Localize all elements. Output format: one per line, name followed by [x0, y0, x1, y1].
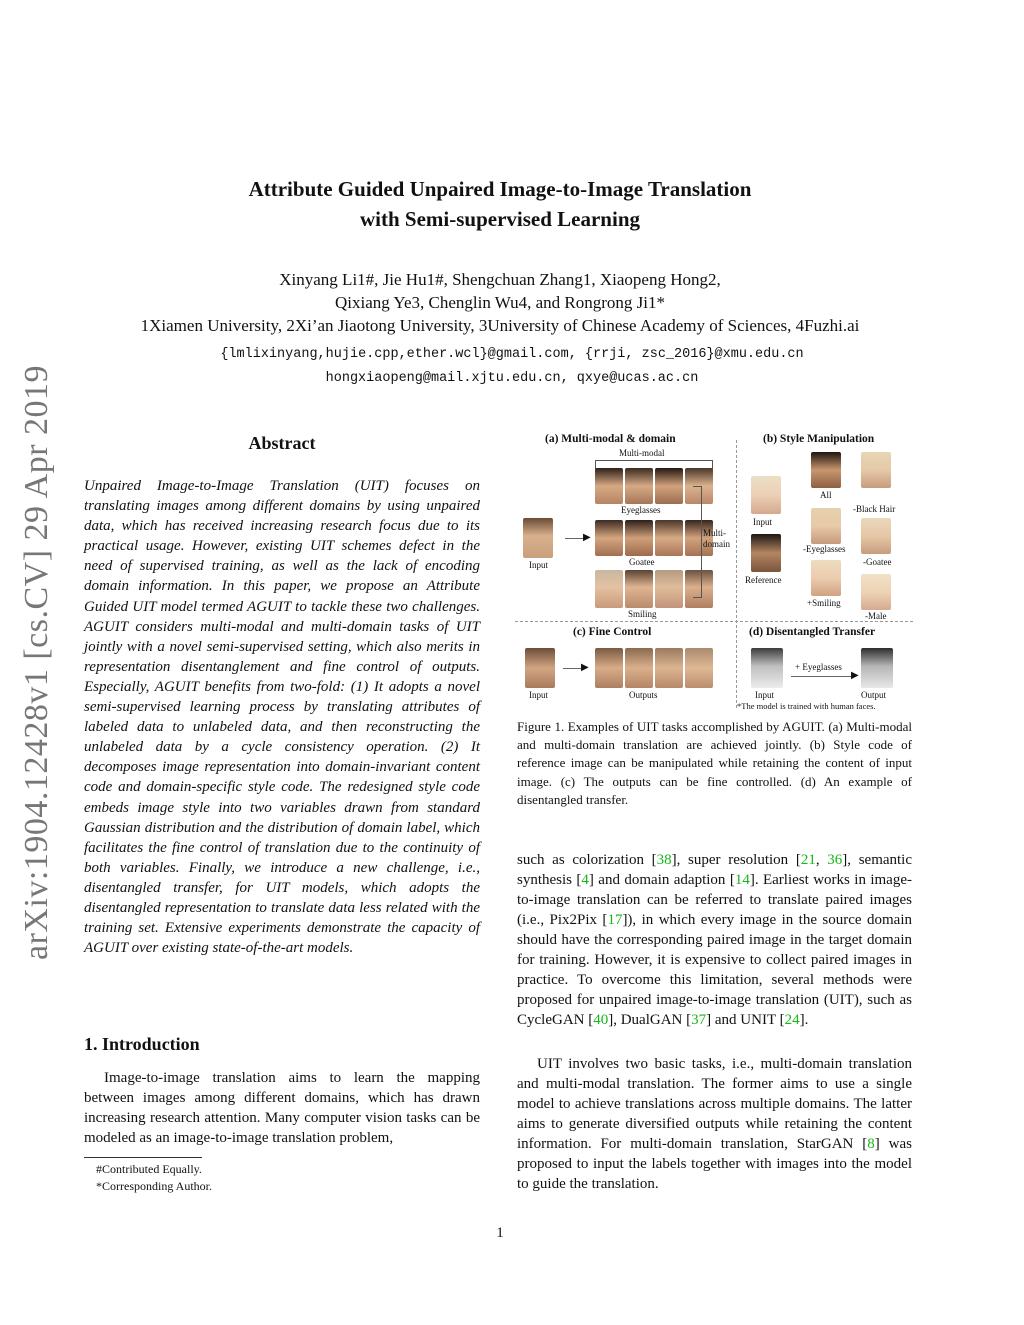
footnote-2: *Corresponding Author. [96, 1179, 212, 1193]
input-label-a: Input [529, 560, 548, 570]
emails-line-2[interactable]: hongxiaopeng@mail.xjtu.edu.cn, qxye@ucas.ac.cn [325, 371, 699, 386]
paper-title [0, 174, 1000, 234]
eyeglasses-face-1 [595, 468, 623, 504]
panel-a-label: (a) Multi-modal & domain [545, 433, 676, 445]
intro-heading: 1. Introduction [84, 1034, 200, 1054]
text-run: ], super resolution [ [671, 852, 801, 868]
text-run: ]. Earliest works in image-to-image translation can be referred to translate paired images (i.e., Pix2Pix [ [517, 872, 912, 928]
minus-goatee-label: -Goatee [863, 557, 892, 567]
authors-line-2: Qixiang Ye3, Chenglin Wu4, and Rongrong Ji1* [334, 293, 666, 312]
footnote-rule [84, 1157, 202, 1158]
husky-input-image [751, 648, 783, 688]
smiling-face-1 [595, 570, 623, 608]
goatee-label: Goatee [629, 557, 655, 567]
minus-eyeglasses-face [811, 508, 841, 544]
arrow-c-head: ▶ [581, 662, 589, 673]
intro-text: Image-to-image translation aims to learn the mapping between images among different domains, which has drawn increasing research attention. Many computer vision tasks can be modeled as an image-to-image translation problem, [84, 1070, 480, 1146]
citation-link[interactable]: 40 [593, 1012, 609, 1028]
citation-link[interactable]: 4 [581, 872, 589, 888]
citation-link[interactable]: 36 [827, 852, 843, 868]
style-input-face [751, 476, 781, 514]
abstract-heading: Abstract [248, 433, 316, 453]
title-line-2: with Semi-supervised Learning [359, 207, 640, 231]
panel-d-label: (d) Disentangled Transfer [749, 626, 876, 638]
emails-block [0, 343, 1024, 391]
text-run: ]. [799, 1012, 809, 1028]
arrow-a-head: ▶ [583, 532, 591, 543]
minus-male-face [861, 574, 891, 610]
eyeglasses-face-3 [655, 468, 683, 504]
model-note: *The model is trained with human faces. [737, 701, 876, 711]
smiling-label: Smiling [628, 609, 657, 619]
fine-control-input-face [525, 648, 555, 688]
multi-domain-label: Multi- domain [703, 528, 730, 549]
goatee-face-3 [655, 520, 683, 556]
text-run: UIT involves two basic tasks, i.e., multi-domain translation and multi-modal translation. The former aims to use a single model to achieve translations across multiple domains. The latter aims to generate diversified outputs while retaining the content information. For multi-domain translation, StarGAN [ [517, 1056, 912, 1152]
smiling-face-3 [655, 570, 683, 608]
plus-smiling-face [811, 560, 841, 596]
citation-link[interactable]: 21 [800, 852, 816, 868]
input-label-b: Input [753, 517, 772, 527]
black-hair-face [861, 452, 891, 488]
reference-label: Reference [745, 575, 782, 585]
arrow-d [791, 676, 855, 677]
text-run: ]), in which every image in the source domain should have the corresponding paired image in the target domain for training. However, it is expensive to collect paired images in practice. To overcome this limitation, several methods were proposed for unpaired image-to-image translation (UIT), such as CycleGAN [ [517, 912, 912, 1028]
minus-goatee-face [861, 518, 891, 554]
arrow-d-head: ▶ [851, 670, 859, 681]
black-hair-label: -Black Hair [853, 504, 896, 514]
all-label: All [820, 490, 832, 500]
input-label-d: Input [755, 690, 774, 700]
citation-link[interactable]: 38 [656, 852, 672, 868]
figure-caption: Figure 1. Examples of UIT tasks accomplished by AGUIT. (a) Multi-modal and multi-domain translation are achieved jointly. (b) Style code of reference image can be manipulated while retaining the content of input image. (c) The outputs can be fine controlled. (d) An example of disentangled transfer. [517, 719, 912, 807]
output-face-1 [595, 648, 623, 688]
outputs-label: Outputs [629, 690, 658, 700]
text-run: ] was proposed to input the labels together with images into the model to guide the translation. [517, 1136, 912, 1192]
citation-link[interactable]: 37 [691, 1012, 707, 1028]
input-label-c: Input [529, 690, 548, 700]
figure-1 [515, 428, 913, 716]
text-run: ], semantic synthesis [ [517, 852, 913, 888]
affiliations: 1Xiamen University, 2Xi’an Jiaotong University, 3University of Chinese Academy of Sciences, 4Fuzhi.ai [140, 316, 860, 335]
page-number: 1 [496, 1225, 504, 1241]
minus-eyeglasses-label: -Eyeglasses [803, 544, 846, 554]
husky-output-image [861, 648, 893, 688]
smiling-face-2 [625, 570, 653, 608]
output-face-3 [655, 648, 683, 688]
abstract-text: Unpaired Image-to-Image Translation (UIT) focuses on translating images among different domains by using unpaired data, which has received increasing research focus due to its practical usage. However, existing UIT schemes defect in the need of supervised training, as well as the lack of encoding domain information. In this paper, we propose an Attribute Guided UIT model termed AGUIT to tackle these two challenges. AGUIT considers multi-modal and multi-domain tasks of UIT jointly with a novel semi-supervised setting, which also merits in representation disentanglement and fine control of outputs. Especially, AGUIT benefits from two-fold: (1) It adopts a novel semi-supervised learning process by translating attributes of labeled data to unlabeled data, and then reconstructing the unlabeled data by a cycle consistency operation. (2) It decomposes image representation into domain-invariant content code and domain-specific style code. The redesigned style code embeds image style into two variables drawn from standard Gaussian distribution and the distribution of domain label, which facilitates the fine control of translation due to the continuity of both variables. Finally, we introduce a new challenge, i.e., disentangled transfer, for UIT models, which adopts the disentangled representation to translate data less related with the training set. Extensive experiments demonstrate the capacity of AGUIT over existing state-of-the-art models. [84, 478, 480, 957]
text-run: , [815, 852, 828, 868]
col2-paragraph-2 [517, 1054, 912, 1194]
output-face-4 [685, 648, 713, 688]
reference-face [751, 534, 781, 572]
panel-b-label: (b) Style Manipulation [763, 433, 875, 445]
panel-c-label: (c) Fine Control [573, 626, 652, 638]
multi-modal-label: Multi-modal [619, 448, 665, 458]
eyeglasses-face-2 [625, 468, 653, 504]
citation-link[interactable]: 24 [784, 1012, 800, 1028]
authors-block [0, 268, 1000, 337]
figure-divider-horizontal [515, 621, 913, 622]
citation-link[interactable]: 8 [867, 1136, 875, 1152]
footnote-1: #Contributed Equally. [96, 1162, 202, 1176]
eyeglasses-label: Eyeglasses [621, 505, 661, 515]
arxiv-stamp: arXiv:1904.12428v1 [cs.CV] 29 Apr 2019 [18, 364, 55, 960]
output-label-d: Output [861, 690, 887, 700]
emails-line-1[interactable]: {lmlixinyang,hujie.cpp,ether.wcl}@gmail.com, {rrji, zsc_2016}@xmu.edu.cn [220, 347, 804, 362]
text-run: ], DualGAN [ [608, 1012, 692, 1028]
authors-line-1: Xinyang Li1#, Jie Hu1#, Shengchuan Zhang1, Xiaopeng Hong2, [279, 270, 721, 289]
goatee-face-1 [595, 520, 623, 556]
text-run: ] and UNIT [ [706, 1012, 785, 1028]
text-run: such as colorization [ [517, 852, 657, 868]
text-run: ] and domain adaption [ [588, 872, 735, 888]
style-all-face [811, 452, 841, 488]
col2-paragraph-1 [517, 850, 912, 1030]
multi-domain-bracket [693, 486, 702, 598]
minus-male-label: -Male [865, 611, 887, 621]
goatee-face-2 [625, 520, 653, 556]
title-line-1: Attribute Guided Unpaired Image-to-Image Translation [248, 177, 752, 201]
citation-link[interactable]: 17 [607, 912, 623, 928]
output-face-2 [625, 648, 653, 688]
plus-eyeglasses-label: + Eyeglasses [795, 662, 842, 672]
plus-smiling-label: +Smiling [807, 598, 841, 608]
figure-divider-vertical [736, 440, 737, 708]
input-face [523, 518, 553, 558]
citation-link[interactable]: 14 [734, 872, 750, 888]
